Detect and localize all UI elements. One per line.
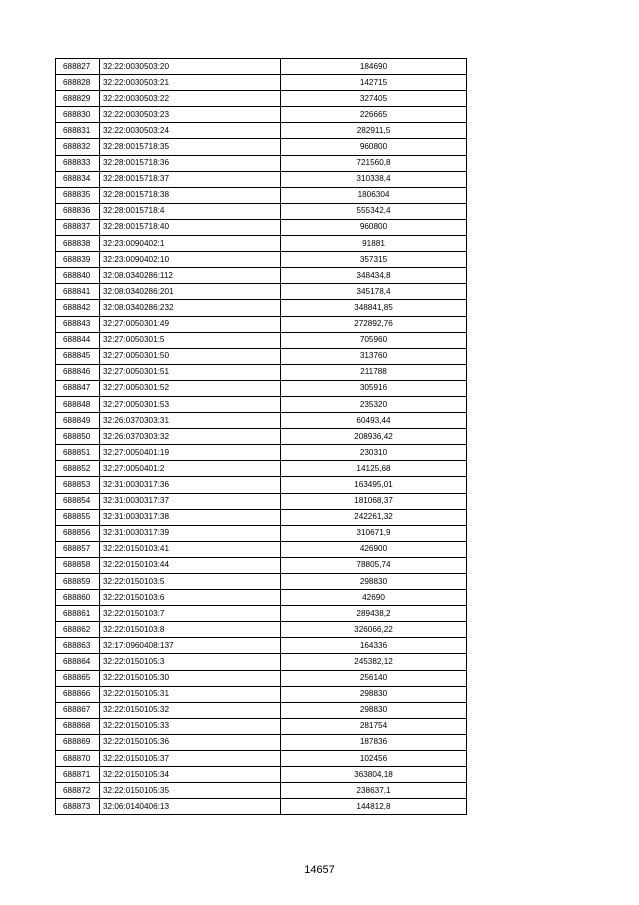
cadastral-number-cell: 32:28:0015718:37	[100, 171, 281, 187]
table-row	[56, 123, 467, 139]
row-id-cell: 688832	[56, 139, 100, 155]
row-id-cell: 688855	[56, 509, 100, 525]
cadastral-number-cell: 32:22:0150105:37	[100, 751, 281, 767]
cadastral-number-cell: 32:22:0150105:30	[100, 670, 281, 686]
table-row	[56, 686, 467, 702]
table-row	[56, 268, 467, 284]
value-cell: 721560,8	[281, 155, 467, 171]
value-cell: 310338,4	[281, 171, 467, 187]
table-row	[56, 300, 467, 316]
value-cell: 42690	[281, 590, 467, 606]
cadastral-number-cell: 32:27:0050301:53	[100, 396, 281, 412]
cadastral-number-cell: 32:31:0030317:37	[100, 493, 281, 509]
row-id-cell: 688839	[56, 252, 100, 268]
cadastral-number-cell: 32:22:0150103:6	[100, 590, 281, 606]
cadastral-number-cell: 32:31:0030317:36	[100, 477, 281, 493]
table-row	[56, 799, 467, 815]
cadastral-number-cell: 32:23:0090402:1	[100, 236, 281, 252]
value-cell: 363804,18	[281, 767, 467, 783]
cadastral-number-cell: 32:26:0370303:31	[100, 413, 281, 429]
table-row	[56, 445, 467, 461]
value-cell: 348841,85	[281, 300, 467, 316]
cadastral-number-cell: 32:28:0015718:40	[100, 219, 281, 235]
row-id-cell: 688850	[56, 429, 100, 445]
table-row	[56, 783, 467, 799]
cadastral-number-cell: 32:22:0150105:33	[100, 718, 281, 734]
row-id-cell: 688828	[56, 75, 100, 91]
table-row	[56, 654, 467, 670]
cadastral-number-cell: 32:22:0150103:7	[100, 606, 281, 622]
row-id-cell: 688830	[56, 107, 100, 123]
value-cell: 211788	[281, 364, 467, 380]
row-id-cell: 688848	[56, 396, 100, 412]
value-cell: 705960	[281, 332, 467, 348]
table-row	[56, 203, 467, 219]
cadastral-number-cell: 32:28:0015718:35	[100, 139, 281, 155]
row-id-cell: 688863	[56, 638, 100, 654]
row-id-cell: 688867	[56, 702, 100, 718]
cadastral-number-cell: 32:27:0050401:19	[100, 445, 281, 461]
value-cell: 298830	[281, 686, 467, 702]
cadastral-number-cell: 32:08:0340286:112	[100, 268, 281, 284]
value-cell: 187836	[281, 734, 467, 750]
cadastral-number-cell: 32:06:0140406:13	[100, 799, 281, 815]
value-cell: 230310	[281, 445, 467, 461]
row-id-cell: 688865	[56, 670, 100, 686]
cadastral-number-cell: 32:22:0030503:20	[100, 59, 281, 75]
table-row	[56, 477, 467, 493]
table-row	[56, 187, 467, 203]
cadastral-number-cell: 32:27:0050301:50	[100, 348, 281, 364]
cadastral-number-cell: 32:08:0340286:232	[100, 300, 281, 316]
cadastral-number-cell: 32:27:0050301:52	[100, 380, 281, 396]
value-cell: 426900	[281, 541, 467, 557]
table-row	[56, 606, 467, 622]
cadastral-number-cell: 32:28:0015718:38	[100, 187, 281, 203]
cadastral-number-cell: 32:22:0150103:41	[100, 541, 281, 557]
row-id-cell: 688847	[56, 380, 100, 396]
table-row	[56, 461, 467, 477]
row-id-cell: 688844	[56, 332, 100, 348]
row-id-cell: 688857	[56, 541, 100, 557]
cadastral-number-cell: 32:27:0050301:51	[100, 364, 281, 380]
cadastral-number-cell: 32:08:0340286:201	[100, 284, 281, 300]
row-id-cell: 688846	[56, 364, 100, 380]
row-id-cell: 688851	[56, 445, 100, 461]
table-row	[56, 413, 467, 429]
value-cell: 298830	[281, 702, 467, 718]
value-cell: 235320	[281, 396, 467, 412]
row-id-cell: 688860	[56, 590, 100, 606]
table-row	[56, 219, 467, 235]
value-cell: 289438,2	[281, 606, 467, 622]
row-id-cell: 688854	[56, 493, 100, 509]
table-row	[56, 107, 467, 123]
value-cell: 960800	[281, 139, 467, 155]
row-id-cell: 688841	[56, 284, 100, 300]
row-id-cell: 688864	[56, 654, 100, 670]
cadastral-number-cell: 32:22:0150105:35	[100, 783, 281, 799]
value-cell: 326066,22	[281, 622, 467, 638]
value-cell: 357315	[281, 252, 467, 268]
table-row	[56, 75, 467, 91]
row-id-cell: 688858	[56, 557, 100, 573]
row-id-cell: 688852	[56, 461, 100, 477]
row-id-cell: 688869	[56, 734, 100, 750]
cadastral-number-cell: 32:22:0030503:21	[100, 75, 281, 91]
table-row	[56, 252, 467, 268]
value-cell: 1806304	[281, 187, 467, 203]
table-row	[56, 429, 467, 445]
row-id-cell: 688845	[56, 348, 100, 364]
row-id-cell: 688827	[56, 59, 100, 75]
table-row	[56, 332, 467, 348]
value-cell: 142715	[281, 75, 467, 91]
row-id-cell: 688829	[56, 91, 100, 107]
row-id-cell: 688871	[56, 767, 100, 783]
row-id-cell: 688836	[56, 203, 100, 219]
value-cell: 555342,4	[281, 203, 467, 219]
table-row	[56, 702, 467, 718]
value-cell: 256140	[281, 670, 467, 686]
cadastral-number-cell: 32:22:0150105:31	[100, 686, 281, 702]
table-row	[56, 509, 467, 525]
value-cell: 163495,01	[281, 477, 467, 493]
row-id-cell: 688873	[56, 799, 100, 815]
value-cell: 226665	[281, 107, 467, 123]
table-row	[56, 541, 467, 557]
value-cell: 164336	[281, 638, 467, 654]
table-row	[56, 139, 467, 155]
table-row	[56, 751, 467, 767]
page-number: 14657	[304, 864, 335, 876]
row-id-cell: 688870	[56, 751, 100, 767]
row-id-cell: 688853	[56, 477, 100, 493]
table-row	[56, 155, 467, 171]
row-id-cell: 688866	[56, 686, 100, 702]
value-cell: 345178,4	[281, 284, 467, 300]
table-row	[56, 525, 467, 541]
cadastral-number-cell: 32:22:0030503:23	[100, 107, 281, 123]
table-row	[56, 348, 467, 364]
row-id-cell: 688835	[56, 187, 100, 203]
table-row	[56, 590, 467, 606]
value-cell: 242261,32	[281, 509, 467, 525]
value-cell: 310671,9	[281, 525, 467, 541]
cadastral-number-cell: 32:22:0150105:3	[100, 654, 281, 670]
row-id-cell: 688856	[56, 525, 100, 541]
value-cell: 305916	[281, 380, 467, 396]
value-cell: 144812,8	[281, 799, 467, 815]
row-id-cell: 688849	[56, 413, 100, 429]
row-id-cell: 688859	[56, 574, 100, 590]
cadastral-number-cell: 32:28:0015718:4	[100, 203, 281, 219]
row-id-cell: 688872	[56, 783, 100, 799]
row-id-cell: 688831	[56, 123, 100, 139]
table-row	[56, 380, 467, 396]
table-row	[56, 396, 467, 412]
table-row	[56, 557, 467, 573]
cadastral-number-cell: 32:31:0030317:39	[100, 525, 281, 541]
row-id-cell: 688842	[56, 300, 100, 316]
cadastral-number-cell: 32:22:0150105:32	[100, 702, 281, 718]
cadastral-number-cell: 32:27:0050301:5	[100, 332, 281, 348]
table-row	[56, 670, 467, 686]
table-row	[56, 734, 467, 750]
cadastral-number-cell: 32:31:0030317:38	[100, 509, 281, 525]
table-row	[56, 284, 467, 300]
value-cell: 208936,42	[281, 429, 467, 445]
value-cell: 272892,76	[281, 316, 467, 332]
value-cell: 327405	[281, 91, 467, 107]
cadastral-number-cell: 32:22:0150105:36	[100, 734, 281, 750]
cadastral-number-cell: 32:27:0050301:49	[100, 316, 281, 332]
row-id-cell: 688837	[56, 219, 100, 235]
value-cell: 184690	[281, 59, 467, 75]
row-id-cell: 688862	[56, 622, 100, 638]
row-id-cell: 688861	[56, 606, 100, 622]
value-cell: 78805,74	[281, 557, 467, 573]
cadastral-number-cell: 32:27:0050401:2	[100, 461, 281, 477]
table-row	[56, 493, 467, 509]
table-row	[56, 622, 467, 638]
table-row	[56, 638, 467, 654]
value-cell: 313760	[281, 348, 467, 364]
value-cell: 298830	[281, 574, 467, 590]
cadastral-number-cell: 32:26:0370303:32	[100, 429, 281, 445]
cadastral-number-cell: 32:17:0960408:137	[100, 638, 281, 654]
cadastral-number-cell: 32:22:0030503:24	[100, 123, 281, 139]
table-row	[56, 236, 467, 252]
row-id-cell: 688868	[56, 718, 100, 734]
cadastral-number-cell: 32:23:0090402:10	[100, 252, 281, 268]
table-row	[56, 767, 467, 783]
cadastral-number-cell: 32:28:0015718:36	[100, 155, 281, 171]
value-cell: 102456	[281, 751, 467, 767]
value-cell: 245382,12	[281, 654, 467, 670]
value-cell: 282911,5	[281, 123, 467, 139]
value-cell: 281754	[281, 718, 467, 734]
row-id-cell: 688833	[56, 155, 100, 171]
row-id-cell: 688843	[56, 316, 100, 332]
value-cell: 14125,68	[281, 461, 467, 477]
row-id-cell: 688840	[56, 268, 100, 284]
table-row	[56, 59, 467, 75]
table-row	[56, 574, 467, 590]
value-cell: 60493,44	[281, 413, 467, 429]
value-cell: 348434,8	[281, 268, 467, 284]
table-row	[56, 364, 467, 380]
cadastral-number-cell: 32:22:0150103:8	[100, 622, 281, 638]
cadastral-number-cell: 32:22:0150105:34	[100, 767, 281, 783]
value-cell: 960800	[281, 219, 467, 235]
table-row	[56, 316, 467, 332]
register-table-body	[56, 59, 467, 815]
row-id-cell: 688834	[56, 171, 100, 187]
value-cell: 181068,37	[281, 493, 467, 509]
table-row	[56, 91, 467, 107]
value-cell: 238637,1	[281, 783, 467, 799]
table-row	[56, 718, 467, 734]
cadastral-number-cell: 32:22:0150103:5	[100, 574, 281, 590]
cadastral-number-cell: 32:22:0150103:44	[100, 557, 281, 573]
register-table	[55, 58, 467, 815]
cadastral-number-cell: 32:22:0030503:22	[100, 91, 281, 107]
value-cell: 91881	[281, 236, 467, 252]
row-id-cell: 688838	[56, 236, 100, 252]
table-row	[56, 171, 467, 187]
